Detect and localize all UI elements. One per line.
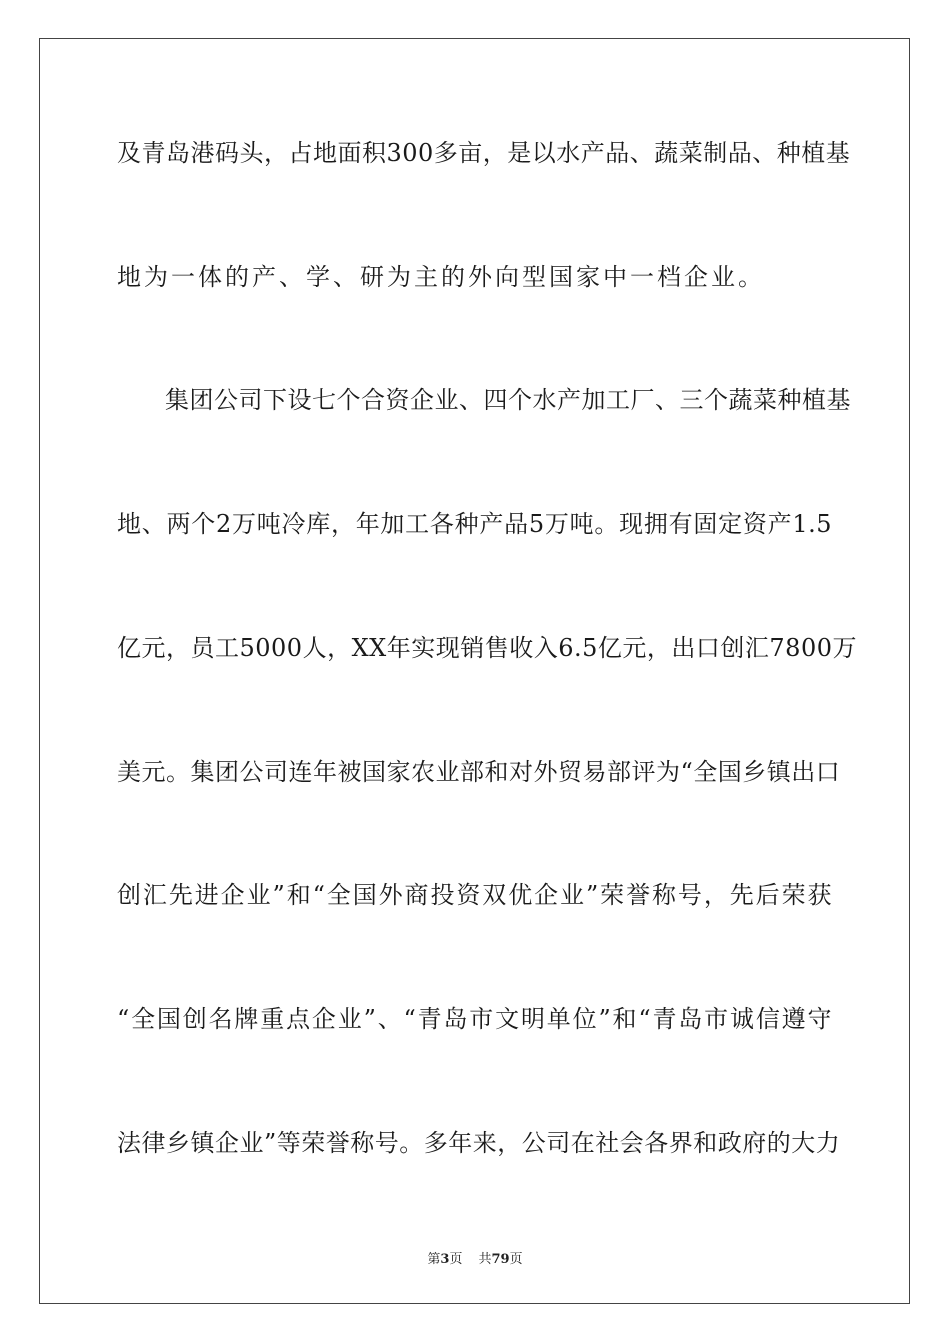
footer-page-unit: 页: [449, 1252, 463, 1267]
text-line-2: 地为一体的产、学、研为主的外向型国家中一档企业。: [117, 263, 765, 291]
text-line-8: “全国创名牌重点企业”、“青岛市文明单位”和“青岛市诚信遵守: [117, 1005, 832, 1033]
text-line-6: 美元。集团公司连年被国家农业部和对外贸易部评为“全国乡镇出口: [117, 758, 841, 786]
footer-total-unit: 页: [509, 1252, 523, 1267]
text-line-5: 亿元，员工5000人，XX年实现销售收入6.5亿元，出口创汇7800万: [117, 634, 857, 662]
footer-total-pages: 79: [491, 1252, 510, 1267]
text-line-9: 法律乡镇企业”等荣誉称号。多年来，公司在社会各界和政府的大力: [117, 1129, 841, 1157]
footer-page-number: 3: [440, 1252, 450, 1267]
text-line-3: 集团公司下设七个合资企业、四个水产加工厂、三个蔬菜种植基: [165, 386, 851, 414]
footer-total-prefix: 共: [478, 1252, 492, 1267]
text-line-4: 地、两个2万吨冷库，年加工各种产品5万吨。现拥有固定资产1.5: [117, 510, 832, 538]
footer-page-prefix: 第: [427, 1252, 441, 1267]
text-line-7: 创汇先进企业”和“全国外商投资双优企业”荣誉称号，先后荣获: [117, 881, 832, 909]
page-border: [39, 38, 910, 1304]
page-footer: [0, 1248, 950, 1267]
text-line-1: 及青岛港码头，占地面积300多亩，是以水产品、蔬菜制品、种植基: [117, 139, 851, 167]
